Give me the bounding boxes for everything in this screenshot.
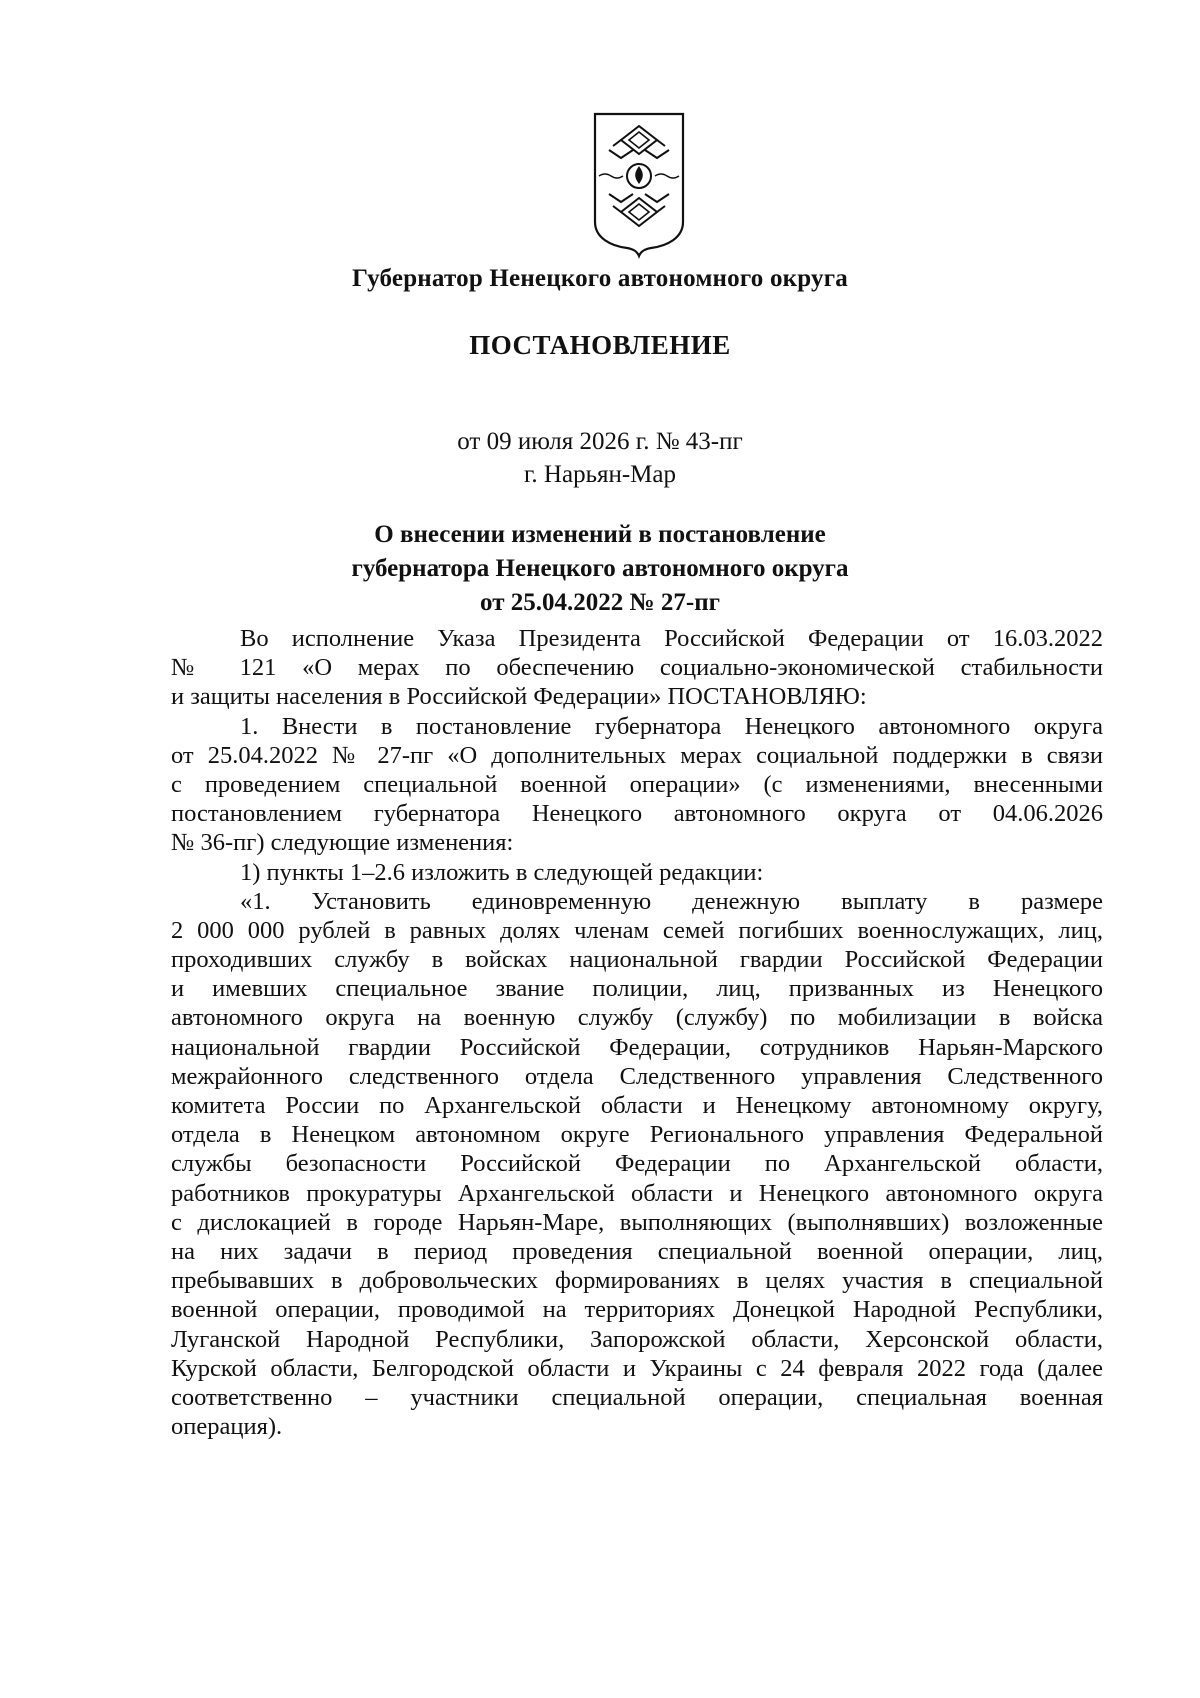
body-line: 1. Внести в постановление губернатора Ненецкого автономного округа (240, 712, 1103, 740)
body-line: и имевших специальное звание полиции, лиц, призванных из Ненецкого (171, 975, 1103, 1003)
body-line: № 36-пг) следующие изменения: (171, 829, 514, 857)
body-line: автономного округа на военную службу (службу) по мобилизации в войска (171, 1004, 1103, 1032)
body-line: «1. Установить единовременную денежную выплату в размере (240, 887, 1103, 915)
body-line: 2 000 000 рублей в равных долях членам семей погибших военнослужащих, лиц, (171, 916, 1103, 944)
document-body (171, 624, 1103, 1441)
document-date-number: от 09 июля 2026 г. № 43-пг (457, 428, 743, 455)
body-line: Во исполнение Указа Президента Российской Федерации от 16.03.2022 (240, 625, 1103, 652)
issuing-authority: Губернатор Ненецкого автономного округа (352, 265, 848, 292)
body-line: 1) пункты 1–2.6 изложить в следующей редакции: (240, 858, 764, 886)
body-line: от 25.04.2022 № 27-пг «О дополнительных мерах социальной поддержки в связи (171, 741, 1103, 769)
body-line: и защиты населения в Российской Федерации» ПОСТАНОВЛЯЮ: (171, 683, 867, 711)
body-line: межрайонного следственного отдела Следственного управления Следственного (171, 1062, 1103, 1090)
body-line: службы безопасности Российской Федерации по Архангельской области, (171, 1150, 1103, 1178)
coat-of-arms-icon (591, 110, 687, 260)
document-type: ПОСТАНОВЛЕНИЕ (469, 330, 731, 360)
body-line: проходивших службу в войсках национальной гвардии Российской Федерации (171, 946, 1103, 974)
document-subject (0, 518, 1200, 620)
body-line: с проведением специальной военной операции» (с изменениями, внесенными (171, 770, 1103, 798)
document-place: г. Нарьян-Мар (523, 461, 676, 488)
body-line: Луганской Народной Республики, Запорожской области, Херсонской области, (171, 1325, 1103, 1353)
body-line: постановлением губернатора Ненецкого автономного округа от 04.06.2026 (171, 800, 1103, 828)
body-line: пребывавших в добровольческих формированиях в целях участия в специальной (171, 1267, 1103, 1295)
body-line: национальной гвардии Российской Федерации, сотрудников Нарьян-Марского (171, 1033, 1103, 1061)
body-line: отдела в Ненецком автономном округе Регионального управления Федеральной (171, 1121, 1103, 1149)
subject-line: губернатора Ненецкого автономного округа (351, 555, 849, 582)
body-line: операция). (171, 1413, 283, 1441)
body-line: соответственно – участники специальной операции, специальная военная (171, 1383, 1103, 1411)
body-line: работников прокуратуры Архангельской области и Ненецкого автономного округа (171, 1179, 1103, 1207)
body-line: комитета России по Архангельской области и Ненецкому автономному округу, (171, 1092, 1103, 1119)
subject-line: О внесении изменений в постановление (374, 521, 826, 548)
body-line: с дислокацией в городе Нарьян-Маре, выполняющих (выполнявших) возложенные (171, 1208, 1103, 1236)
body-line: военной операции, проводимой на территориях Донецкой Народной Республики, (171, 1296, 1103, 1324)
subject-line: от 25.04.2022 № 27-пг (480, 589, 720, 616)
body-line: Курской области, Белгородской области и Украины с 24 февраля 2022 года (далее (171, 1354, 1103, 1382)
body-line: № 121 «О мерах по обеспечению социально-экономической стабильности (171, 654, 1103, 682)
body-line: на них задачи в период проведения специальной военной операции, лиц, (171, 1237, 1103, 1265)
